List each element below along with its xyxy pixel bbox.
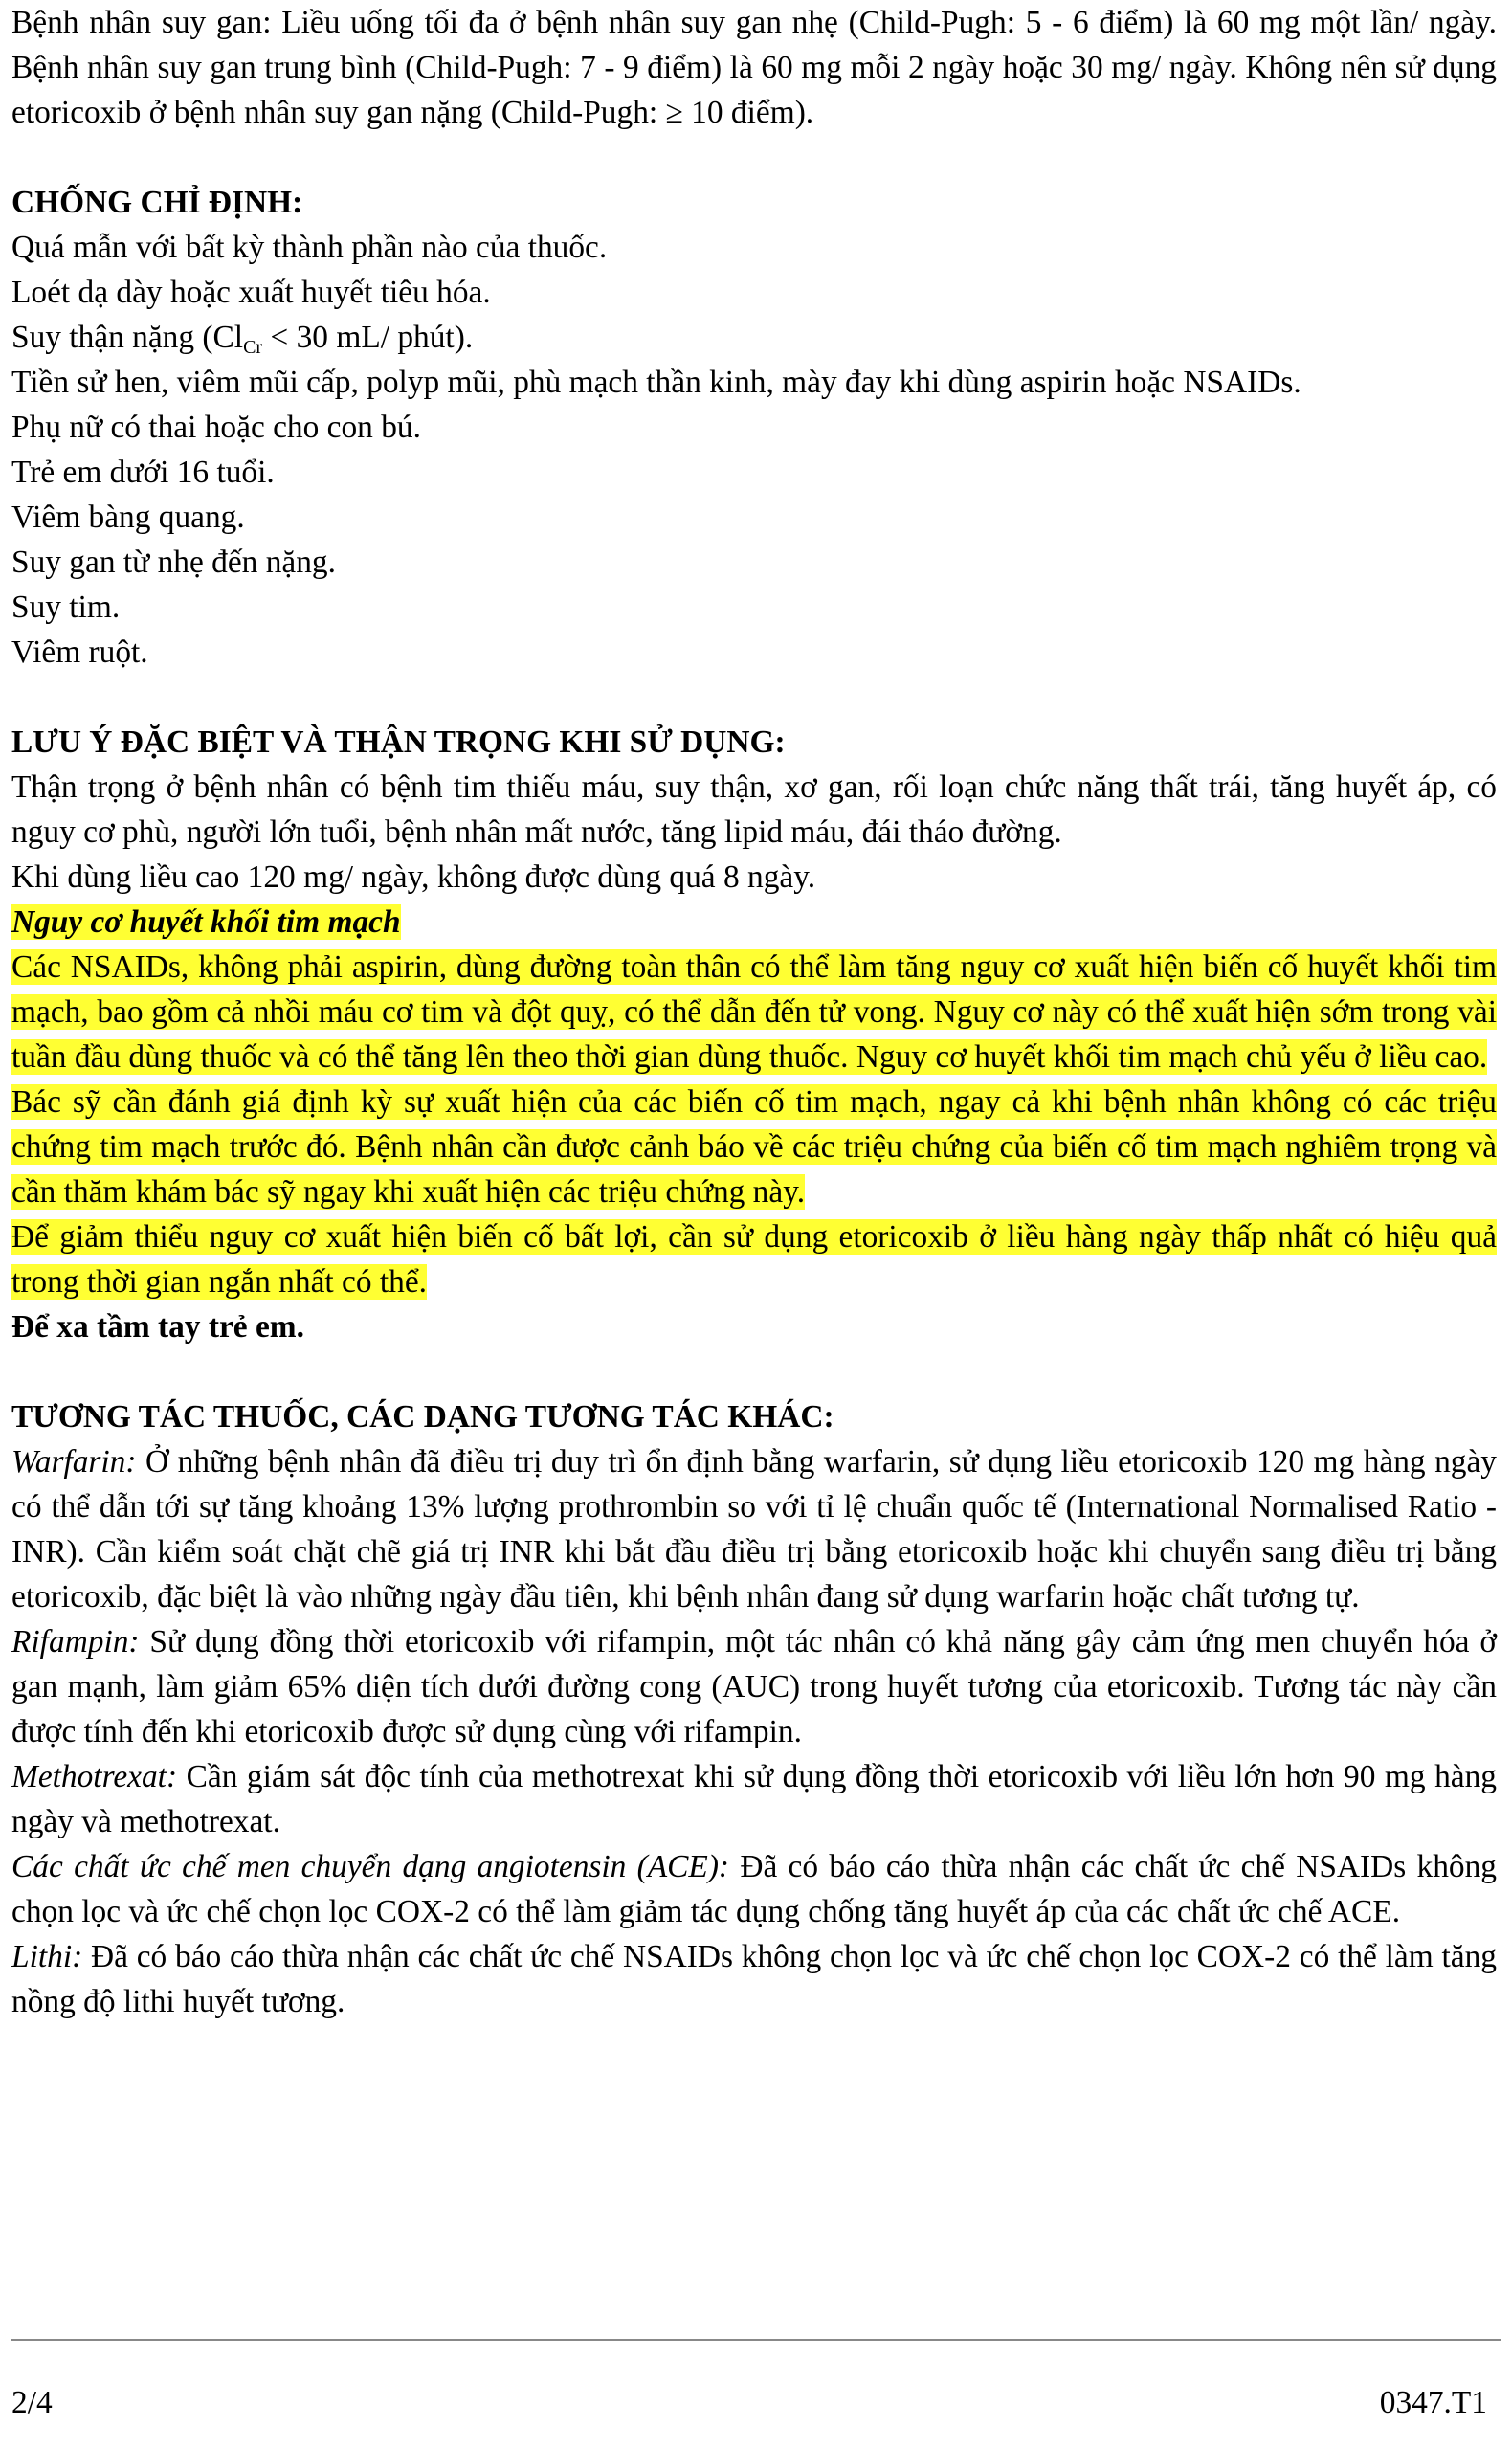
- interactions-heading: TƯƠNG TÁC THUỐC, CÁC DẠNG TƯƠNG TÁC KHÁC:: [11, 1399, 834, 1435]
- renal-tail: < 30 mL/ phút).: [262, 320, 474, 355]
- warfarin-paragraph: [11, 1439, 1497, 1619]
- warfarin-label: Warfarin:: [11, 1444, 137, 1480]
- ace-text: Đã có báo cáo thừa nhận các chất ức chế NSAIDs không chọn lọc và ức chế chọn lọc COX-2 có thể làm giảm tác dụng chống tăng huyết áp của các chất ức chế ACE.: [11, 1849, 1498, 1929]
- rifampin-label: Rifampin:: [11, 1624, 140, 1659]
- contraindication-item: Quá mẫn với bất kỳ thành phần nào của thuốc.: [11, 230, 608, 265]
- highlighted-text: Bác sỹ cần đánh giá định kỳ sự xuất hiện của các biến cố tim mạch, ngay cả khi bệnh nhân không có các triệu chứng tim mạch trước đó. Bệnh nhân cần được cảnh báo về các triệu chứng của biến cố tim mạch nghiêm trọng và cần thăm khám bác sỹ ngay khi xuất hiện các triệu chứng này.: [11, 1084, 1497, 1210]
- highlighted-text: Các NSAIDs, không phải aspirin, dùng đường toàn thân có thể làm tăng nguy cơ xuất hiện biến cố huyết khối tim mạch, bao gồm cả nhồi máu cơ tim và đột quỵ, có thể dẫn đến tử vong. Nguy cơ này có thể xuất hiện sớm trong vài tuần đầu dùng thuốc và có thể tăng lên theo thời gian dùng thuốc. Nguy cơ huyết khối tim mạch chủ yếu ở liều cao.: [11, 949, 1497, 1075]
- methotrexate-label: Methotrexat:: [11, 1759, 178, 1794]
- cv-risk-title: [11, 900, 1497, 945]
- methotrexate-text: Cần giám sát độc tính của methotrexat khi sử dụng đồng thời etoricoxib với liều lớn hơn 90 mg hàng ngày và methotrexat.: [11, 1759, 1497, 1839]
- hepatic-dosing-paragraph: Bệnh nhân suy gan: Liều uống tối đa ở bệnh nhân suy gan nhẹ (Child-Pugh: 5 - 6 điểm) là 60 mg một lần/ ngày. Bệnh nhân suy gan trung bình (Child-Pugh: 7 - 9 điểm) là 60 mg mỗi 2 ngày hoặc 30 mg/ ngày. Không nên sử dụng etoricoxib ở bệnh nhân suy gan nặng (Child-Pugh: ≥ 10 điểm).: [11, 5, 1497, 130]
- renal-subscript: Cr: [243, 337, 263, 358]
- contraindication-item: Tiền sử hen, viêm mũi cấp, polyp mũi, phù mạch thần kinh, mày đay khi dùng aspirin hoặc NSAIDs.: [11, 365, 1301, 400]
- rifampin-paragraph: [11, 1619, 1497, 1754]
- contraindication-item: Phụ nữ có thai hoặc cho con bú.: [11, 410, 421, 445]
- cv-risk-paragraph-1: [11, 945, 1497, 1080]
- contraindication-item: Suy gan từ nhẹ đến nặng.: [11, 545, 336, 580]
- warfarin-text: Ở những bệnh nhân đã điều trị duy trì ổn định bằng warfarin, sử dụng liều etoricoxib 120 mg hàng ngày có thể dẫn tới sự tăng khoảng 13% lượng prothrombin so với tỉ lệ chuẩn quốc tế (International Normalised Ratio - INR). Cần kiểm soát chặt chẽ giá trị INR khi bắt đầu điều trị bằng etoricoxib hoặc khi chuyển sang điều trị bằng etoricoxib, đặc biệt là vào những ngày đầu tiên, khi bệnh nhân đang sử dụng warfarin hoặc chất tương tự.: [11, 1444, 1497, 1615]
- contraindication-item: Trẻ em dưới 16 tuổi.: [11, 455, 275, 490]
- contraindication-item: Viêm bàng quang.: [11, 500, 245, 535]
- cv-risk-paragraph-2: [11, 1080, 1497, 1214]
- lithium-text: Đã có báo cáo thừa nhận các chất ức chế NSAIDs không chọn lọc và ức chế chọn lọc COX-2 có thể làm tăng nồng độ lithi huyết tương.: [11, 1939, 1497, 2019]
- high-dose-paragraph: Khi dùng liều cao 120 mg/ ngày, không được dùng quá 8 ngày.: [11, 859, 816, 895]
- lithium-paragraph: [11, 1934, 1497, 2024]
- cv-risk-paragraph-3: [11, 1214, 1497, 1304]
- contraindications-heading: CHỐNG CHỈ ĐỊNH:: [11, 185, 303, 220]
- document-code: 0347.T1: [1379, 2385, 1487, 2420]
- lithium-label: Lithi:: [11, 1939, 83, 1974]
- renal-text: Suy thận nặng (Cl: [11, 320, 244, 355]
- document-page: [11, 0, 1498, 2420]
- contraindication-item-renal: [11, 315, 1497, 360]
- precautions-heading: LƯU Ý ĐẶC BIỆT VÀ THẬN TRỌNG KHI SỬ DỤNG:: [11, 724, 786, 760]
- contraindication-item: Viêm ruột.: [11, 635, 148, 670]
- highlighted-text: Để giảm thiểu nguy cơ xuất hiện biến cố bất lợi, cần sử dụng etoricoxib ở liều hàng ngày thấp nhất có hiệu quả trong thời gian ngắn nhất có thể.: [11, 1219, 1497, 1300]
- rifampin-text: Sử dụng đồng thời etoricoxib với rifampin, một tác nhân có khả năng gây cảm ứng men chuyển hóa ở gan mạnh, làm giảm 65% diện tích dưới đường cong (AUC) trong huyết tương của etoricoxib. Tương tác này cần được tính đến khi etoricoxib được sử dụng cùng với rifampin.: [11, 1624, 1497, 1749]
- page-number: 2/4: [11, 2385, 53, 2420]
- methotrexate-paragraph: [11, 1754, 1497, 1844]
- contraindication-item: Loét dạ dày hoặc xuất huyết tiêu hóa.: [11, 275, 491, 310]
- ace-label: Các chất ức chế men chuyển dạng angiotensin (ACE):: [11, 1849, 730, 1884]
- precautions-paragraph: Thận trọng ở bệnh nhân có bệnh tim thiếu máu, suy thận, xơ gan, rối loạn chức năng thất trái, tăng huyết áp, có nguy cơ phù, người lớn tuổi, bệnh nhân mất nước, tăng lipid máu, đái tháo đường.: [11, 769, 1497, 850]
- contraindication-item: Suy tim.: [11, 590, 121, 625]
- ace-paragraph: [11, 1844, 1497, 1934]
- cv-risk-title-text: Nguy cơ huyết khối tim mạch: [11, 904, 401, 940]
- keep-away-children: Để xa tầm tay trẻ em.: [11, 1309, 304, 1345]
- footer-divider: [11, 2339, 1501, 2341]
